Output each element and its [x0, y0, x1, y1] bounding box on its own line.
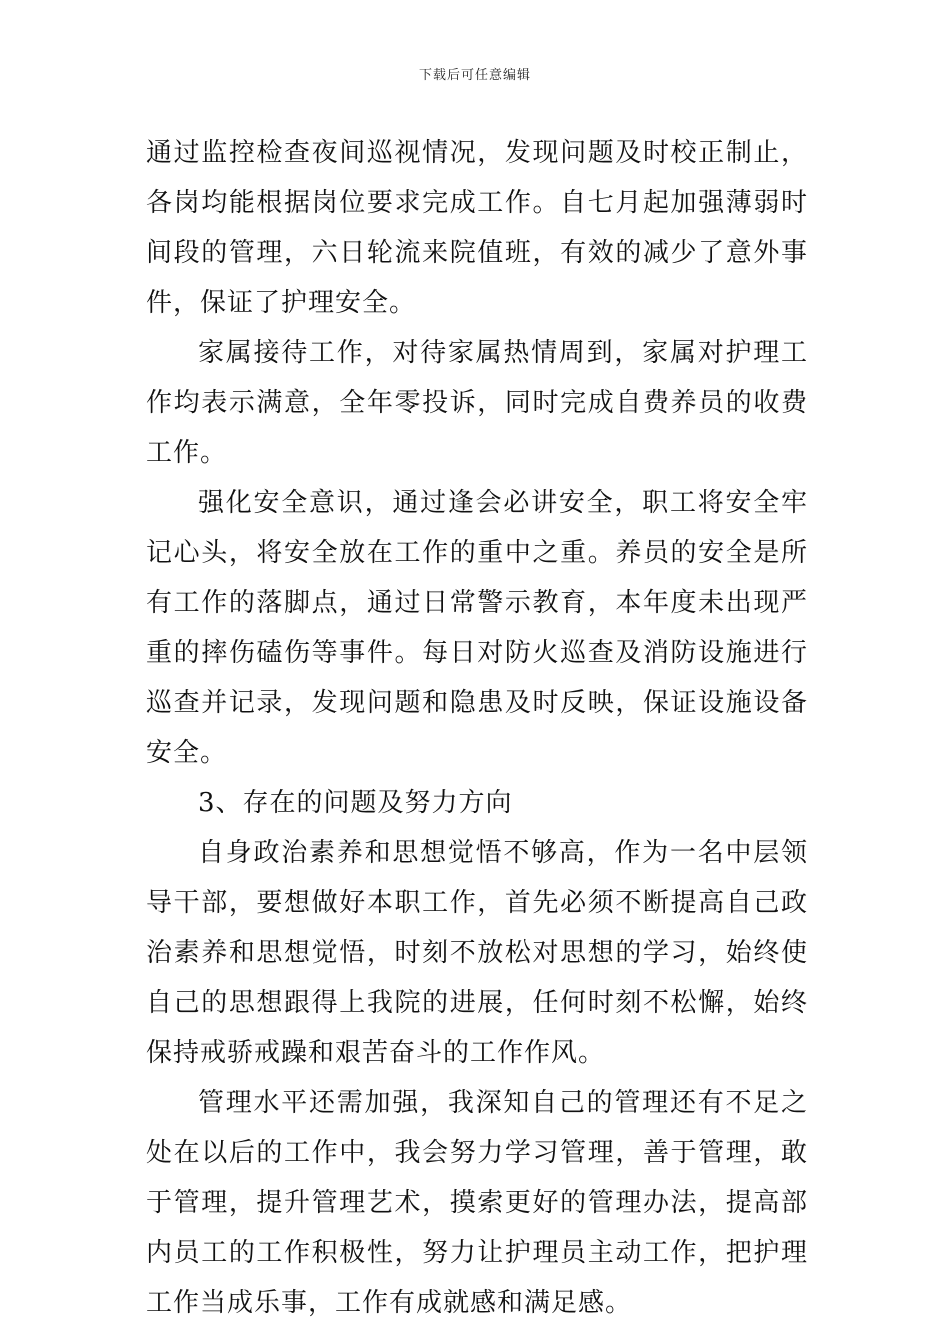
paragraph-family-reception: 家属接待工作，对待家属热情周到，家属对护理工作均表示满意，全年零投诉，同时完成自费养员的收费工作。 — [146, 338, 808, 468]
paragraph-safety-awareness: 强化安全意识，通过逢会必讲安全，职工将安全牢记心头，将安全放在工作的重中之重。养员的安全是所有工作的落脚点，通过日常警示教育，本年度未出现严重的摔伤磕伤等事件。每日对防火巡查及消防设施进行巡查并记录，发现问题和隐患及时反映，保证设施设备安全。 — [146, 488, 808, 768]
paragraph-political-quality: 自身政治素养和思想觉悟不够高，作为一名中层领导干部，要想做好本职工作，首先必须不断提高自己政治素养和思想觉悟，时刻不放松对思想的学习，始终使自己的思想跟得上我院的进展，任何时刻不松懈，始终保持戒骄戒躁和艰苦奋斗的工作作风。 — [146, 838, 808, 1068]
paragraph-night-patrol: 通过监控检查夜间巡视情况，发现问题及时校正制止，各岗均能根据岗位要求完成工作。自七月起加强薄弱时间段的管理，六日轮流来院值班，有效的减少了意外事件，保证了护理安全。 — [146, 138, 808, 318]
page-header-note: 下载后可任意编辑 — [418, 68, 531, 83]
section-heading-problems: 3、存在的问题及努力方向 — [198, 788, 513, 818]
document-body — [146, 128, 808, 1328]
paragraph-management-level: 管理水平还需加强，我深知自己的管理还有不足之处在以后的工作中，我会努力学习管理，善于管理，敢于管理，提升管理艺术，摸索更好的管理办法，提高部内员工的工作积极性，努力让护理员主动工作，把护理工作当成乐事，工作有成就感和满足感。 — [146, 1088, 808, 1318]
